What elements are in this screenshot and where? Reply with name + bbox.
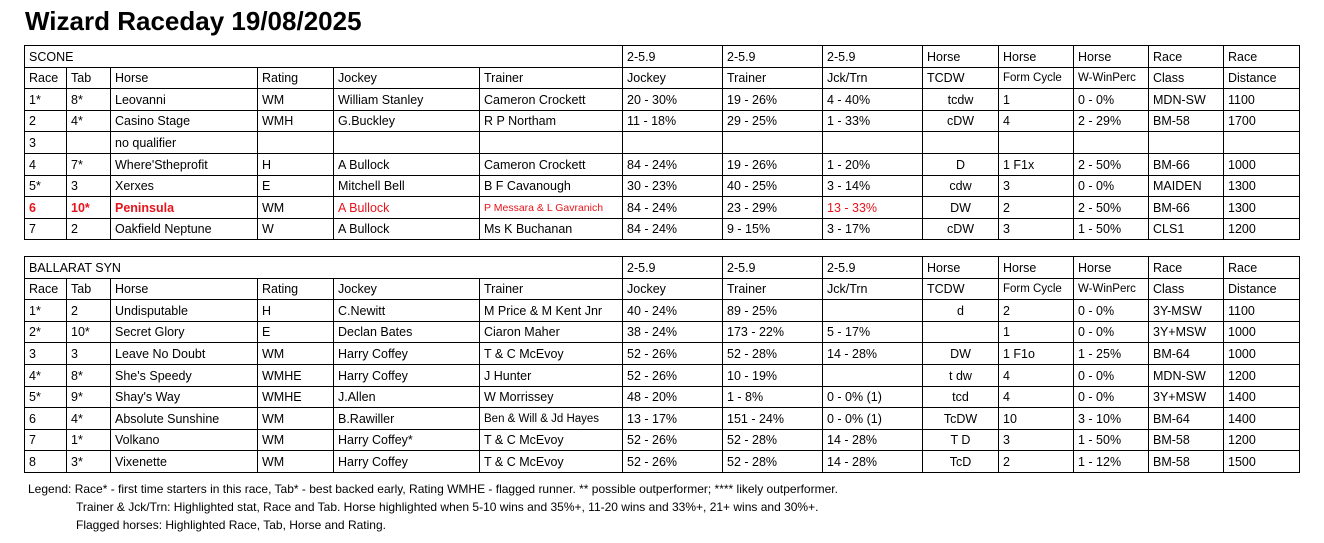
race-cell: 7 (25, 218, 67, 240)
table-row (25, 132, 1300, 154)
race-cell: 3 (25, 343, 67, 365)
rating-cell: E (258, 175, 334, 197)
jockey-stat-cell: 38 - 24% (623, 321, 723, 343)
form-cycle-cell: 1 F1o (999, 343, 1074, 365)
class-cell: BM-66 (1149, 153, 1224, 175)
horse-cell: Absolute Sunshine (111, 408, 258, 430)
form-cycle-cell (999, 132, 1074, 154)
venue-name: SCONE (25, 46, 623, 68)
trainer-stat-cell: 52 - 28% (723, 451, 823, 473)
distance-cell: 1000 (1224, 343, 1300, 365)
tcdw-cell: tcdw (923, 89, 999, 111)
trainer-cell: P Messara & L Gavranich (480, 197, 623, 219)
jck-trn-stat-cell (823, 300, 923, 322)
form-cycle-cell: 3 (999, 218, 1074, 240)
distance-cell: 1100 (1224, 89, 1300, 111)
class-cell: 3Y-MSW (1149, 300, 1224, 322)
jockey-stat-cell: 52 - 26% (623, 429, 723, 451)
jck-trn-stat-cell: 3 - 14% (823, 175, 923, 197)
form-cycle-cell: 10 (999, 408, 1074, 430)
group-header: Horse (923, 257, 999, 279)
jck-trn-stat-cell: 0 - 0% (1) (823, 386, 923, 408)
class-cell: MDN-SW (1149, 364, 1224, 386)
group-header: Horse (923, 46, 999, 68)
distance-cell: 1500 (1224, 451, 1300, 473)
column-header: Class (1149, 278, 1224, 300)
class-cell: MAIDEN (1149, 175, 1224, 197)
race-cell: 2* (25, 321, 67, 343)
tcdw-cell: DW (923, 343, 999, 365)
jockey-cell: Mitchell Bell (334, 175, 480, 197)
form-cycle-cell: 2 (999, 300, 1074, 322)
rating-cell: WM (258, 408, 334, 430)
w-winperc-cell: 0 - 0% (1074, 175, 1149, 197)
race-cell: 4* (25, 364, 67, 386)
w-winperc-cell: 1 - 25% (1074, 343, 1149, 365)
horse-cell: Secret Glory (111, 321, 258, 343)
column-header: Jck/Trn (823, 278, 923, 300)
trainer-stat-cell: 1 - 8% (723, 386, 823, 408)
table-row (25, 386, 1300, 408)
jockey-cell: C.Newitt (334, 300, 480, 322)
form-cycle-cell: 2 (999, 197, 1074, 219)
rating-cell: W (258, 218, 334, 240)
jockey-stat-cell (623, 132, 723, 154)
table-row (25, 89, 1300, 111)
rating-cell: WMHE (258, 364, 334, 386)
group-header: Horse (999, 257, 1074, 279)
race-cell: 7 (25, 429, 67, 451)
trainer-stat-cell: 89 - 25% (723, 300, 823, 322)
jockey-stat-cell: 11 - 18% (623, 110, 723, 132)
tcdw-cell: TcD (923, 451, 999, 473)
distance-cell: 1400 (1224, 408, 1300, 430)
trainer-cell: B F Cavanough (480, 175, 623, 197)
jockey-stat-cell: 84 - 24% (623, 153, 723, 175)
group-header: 2-5.9 (823, 46, 923, 68)
class-cell: BM-64 (1149, 408, 1224, 430)
race-cell: 1* (25, 300, 67, 322)
tcdw-cell (923, 321, 999, 343)
trainer-stat-cell: 173 - 22% (723, 321, 823, 343)
jockey-cell: A Bullock (334, 153, 480, 175)
distance-cell: 1300 (1224, 175, 1300, 197)
race-cell: 8 (25, 451, 67, 473)
trainer-cell: Ms K Buchanan (480, 218, 623, 240)
trainer-cell: Ciaron Maher (480, 321, 623, 343)
w-winperc-cell: 3 - 10% (1074, 408, 1149, 430)
distance-cell: 1200 (1224, 364, 1300, 386)
rating-cell: WM (258, 197, 334, 219)
distance-cell: 1000 (1224, 321, 1300, 343)
class-cell: BM-58 (1149, 429, 1224, 451)
jockey-cell (334, 132, 480, 154)
jockey-cell: Harry Coffey (334, 343, 480, 365)
tab-cell: 8* (67, 364, 111, 386)
tcdw-cell: cDW (923, 218, 999, 240)
legend-line: Legend: Race* - first time starters in this race, Tab* - best backed early, Rating WMHE - flagged runner. ** possible outperformer; **** likely outperformer. (28, 482, 838, 496)
form-cycle-cell: 1 F1x (999, 153, 1074, 175)
legend-line: Flagged horses: Highlighted Race, Tab, Horse and Rating. (76, 518, 386, 532)
jck-trn-stat-cell: 5 - 17% (823, 321, 923, 343)
table-row (25, 153, 1300, 175)
column-header: Jockey (334, 278, 480, 300)
rating-cell: WM (258, 343, 334, 365)
trainer-cell (480, 132, 623, 154)
table-row (25, 408, 1300, 430)
column-header: Tab (67, 67, 111, 89)
trainer-stat-cell: 52 - 28% (723, 429, 823, 451)
jockey-cell: William Stanley (334, 89, 480, 111)
legend (28, 480, 838, 534)
meeting-header-row (25, 46, 1300, 68)
tcdw-cell: T D (923, 429, 999, 451)
column-header: W-WinPerc (1074, 67, 1149, 89)
race-cell: 2 (25, 110, 67, 132)
class-cell (1149, 132, 1224, 154)
tcdw-cell: D (923, 153, 999, 175)
form-cycle-cell: 1 (999, 321, 1074, 343)
tab-cell: 10* (67, 321, 111, 343)
jck-trn-stat-cell: 1 - 20% (823, 153, 923, 175)
column-header: Trainer (480, 278, 623, 300)
form-cycle-cell: 2 (999, 451, 1074, 473)
jck-trn-stat-cell (823, 132, 923, 154)
distance-cell: 1200 (1224, 429, 1300, 451)
w-winperc-cell: 0 - 0% (1074, 89, 1149, 111)
trainer-cell: R P Northam (480, 110, 623, 132)
column-header: Race (25, 278, 67, 300)
tcdw-cell: d (923, 300, 999, 322)
trainer-cell: M Price & M Kent Jnr (480, 300, 623, 322)
horse-cell: Casino Stage (111, 110, 258, 132)
tcdw-cell: t dw (923, 364, 999, 386)
column-header-row (25, 67, 1300, 89)
table-row (25, 343, 1300, 365)
w-winperc-cell: 2 - 50% (1074, 197, 1149, 219)
class-cell: BM-58 (1149, 110, 1224, 132)
trainer-cell: T & C McEvoy (480, 343, 623, 365)
group-header: 2-5.9 (623, 257, 723, 279)
rating-cell (258, 132, 334, 154)
jck-trn-stat-cell: 13 - 33% (823, 197, 923, 219)
jck-trn-stat-cell: 14 - 28% (823, 343, 923, 365)
distance-cell: 1700 (1224, 110, 1300, 132)
trainer-cell: J Hunter (480, 364, 623, 386)
column-header: Trainer (480, 67, 623, 89)
group-header: Horse (1074, 257, 1149, 279)
jockey-cell: Harry Coffey (334, 364, 480, 386)
tab-cell: 8* (67, 89, 111, 111)
tab-cell: 10* (67, 197, 111, 219)
jockey-cell: Harry Coffey* (334, 429, 480, 451)
trainer-cell: T & C McEvoy (480, 429, 623, 451)
trainer-cell: T & C McEvoy (480, 451, 623, 473)
group-header: 2-5.9 (723, 46, 823, 68)
column-header: Horse (111, 278, 258, 300)
jockey-cell: J.Allen (334, 386, 480, 408)
jck-trn-stat-cell: 1 - 33% (823, 110, 923, 132)
tab-cell: 3* (67, 451, 111, 473)
rating-cell: H (258, 153, 334, 175)
rating-cell: H (258, 300, 334, 322)
race-cell: 6 (25, 197, 67, 219)
form-cycle-cell: 1 (999, 89, 1074, 111)
jockey-stat-cell: 84 - 24% (623, 197, 723, 219)
column-header: Distance (1224, 67, 1300, 89)
jockey-stat-cell: 52 - 26% (623, 451, 723, 473)
race-cell: 6 (25, 408, 67, 430)
trainer-stat-cell: 9 - 15% (723, 218, 823, 240)
class-cell: 3Y+MSW (1149, 386, 1224, 408)
legend-line: Trainer & Jck/Trn: Highlighted stat, Race and Tab. Horse highlighted when 5-10 wins and 35%+, 11-20 wins and 33%+, 21+ wins and 30%+. (76, 500, 819, 514)
horse-cell: Leave No Doubt (111, 343, 258, 365)
trainer-stat-cell: 29 - 25% (723, 110, 823, 132)
jck-trn-stat-cell: 14 - 28% (823, 451, 923, 473)
trainer-stat-cell: 10 - 19% (723, 364, 823, 386)
w-winperc-cell: 2 - 29% (1074, 110, 1149, 132)
form-cycle-cell: 4 (999, 364, 1074, 386)
column-header: Jck/Trn (823, 67, 923, 89)
column-header: Distance (1224, 278, 1300, 300)
distance-cell: 1100 (1224, 300, 1300, 322)
rating-cell: WMHE (258, 386, 334, 408)
column-header: Form Cycle (999, 67, 1074, 89)
form-cycle-cell: 3 (999, 175, 1074, 197)
table-row (25, 110, 1300, 132)
jockey-stat-cell: 52 - 26% (623, 343, 723, 365)
column-header: W-WinPerc (1074, 278, 1149, 300)
w-winperc-cell: 0 - 0% (1074, 386, 1149, 408)
horse-cell: Shay's Way (111, 386, 258, 408)
meeting-table-scone (24, 45, 1300, 240)
form-cycle-cell: 4 (999, 386, 1074, 408)
table-row (25, 364, 1300, 386)
horse-cell: Xerxes (111, 175, 258, 197)
table-row (25, 218, 1300, 240)
tab-cell: 2 (67, 218, 111, 240)
column-header: Horse (111, 67, 258, 89)
column-header: Class (1149, 67, 1224, 89)
distance-cell (1224, 132, 1300, 154)
trainer-stat-cell (723, 132, 823, 154)
trainer-cell: Cameron Crockett (480, 89, 623, 111)
jockey-stat-cell: 20 - 30% (623, 89, 723, 111)
race-cell: 1* (25, 89, 67, 111)
tcdw-cell: cDW (923, 110, 999, 132)
tcdw-cell: tcd (923, 386, 999, 408)
trainer-cell: Cameron Crockett (480, 153, 623, 175)
race-cell: 3 (25, 132, 67, 154)
horse-cell: Where'Stheprofit (111, 153, 258, 175)
group-header: Race (1224, 46, 1300, 68)
horse-cell: Undisputable (111, 300, 258, 322)
tab-cell: 7* (67, 153, 111, 175)
jockey-cell: A Bullock (334, 218, 480, 240)
w-winperc-cell: 1 - 50% (1074, 429, 1149, 451)
jck-trn-stat-cell: 4 - 40% (823, 89, 923, 111)
column-header: Jockey (623, 67, 723, 89)
tab-cell: 3 (67, 175, 111, 197)
class-cell: BM-66 (1149, 197, 1224, 219)
column-header: Trainer (723, 278, 823, 300)
table-row (25, 429, 1300, 451)
jockey-stat-cell: 52 - 26% (623, 364, 723, 386)
column-header: Trainer (723, 67, 823, 89)
jck-trn-stat-cell (823, 364, 923, 386)
distance-cell: 1000 (1224, 153, 1300, 175)
group-header: Horse (1074, 46, 1149, 68)
class-cell: MDN-SW (1149, 89, 1224, 111)
race-cell: 4 (25, 153, 67, 175)
meeting-table-ballarat (24, 256, 1300, 473)
venue-name: BALLARAT SYN (25, 257, 623, 279)
tcdw-cell: DW (923, 197, 999, 219)
tab-cell: 2 (67, 300, 111, 322)
column-header: Rating (258, 67, 334, 89)
meeting-header-row (25, 257, 1300, 279)
column-header: TCDW (923, 67, 999, 89)
jockey-cell: Declan Bates (334, 321, 480, 343)
group-header: Race (1149, 257, 1224, 279)
trainer-cell: W Morrissey (480, 386, 623, 408)
jck-trn-stat-cell: 14 - 28% (823, 429, 923, 451)
jck-trn-stat-cell: 0 - 0% (1) (823, 408, 923, 430)
w-winperc-cell (1074, 132, 1149, 154)
tcdw-cell: cdw (923, 175, 999, 197)
class-cell: BM-64 (1149, 343, 1224, 365)
tcdw-cell: TcDW (923, 408, 999, 430)
horse-cell: no qualifier (111, 132, 258, 154)
group-header: Horse (999, 46, 1074, 68)
tab-cell (67, 132, 111, 154)
distance-cell: 1300 (1224, 197, 1300, 219)
trainer-cell: Ben & Will & Jd Hayes (480, 408, 623, 430)
w-winperc-cell: 0 - 0% (1074, 321, 1149, 343)
trainer-stat-cell: 19 - 26% (723, 153, 823, 175)
race-cell: 5* (25, 175, 67, 197)
column-header: Tab (67, 278, 111, 300)
jockey-cell: A Bullock (334, 197, 480, 219)
table-row (25, 175, 1300, 197)
w-winperc-cell: 0 - 0% (1074, 300, 1149, 322)
table-row (25, 451, 1300, 473)
tab-cell: 4* (67, 110, 111, 132)
jockey-stat-cell: 40 - 24% (623, 300, 723, 322)
table-row (25, 321, 1300, 343)
class-cell: BM-58 (1149, 451, 1224, 473)
group-header: Race (1149, 46, 1224, 68)
jockey-stat-cell: 30 - 23% (623, 175, 723, 197)
group-header: 2-5.9 (623, 46, 723, 68)
w-winperc-cell: 2 - 50% (1074, 153, 1149, 175)
w-winperc-cell: 1 - 50% (1074, 218, 1149, 240)
jockey-cell: Harry Coffey (334, 451, 480, 473)
trainer-stat-cell: 52 - 28% (723, 343, 823, 365)
tab-cell: 3 (67, 343, 111, 365)
rating-cell: WM (258, 89, 334, 111)
page-title: Wizard Raceday 19/08/2025 (25, 6, 362, 36)
trainer-stat-cell: 151 - 24% (723, 408, 823, 430)
race-cell: 5* (25, 386, 67, 408)
distance-cell: 1200 (1224, 218, 1300, 240)
trainer-stat-cell: 40 - 25% (723, 175, 823, 197)
column-header-row (25, 278, 1300, 300)
trainer-stat-cell: 23 - 29% (723, 197, 823, 219)
w-winperc-cell: 0 - 0% (1074, 364, 1149, 386)
tcdw-cell (923, 132, 999, 154)
horse-cell: Vixenette (111, 451, 258, 473)
jockey-stat-cell: 13 - 17% (623, 408, 723, 430)
table-row-highlighted (25, 197, 1300, 219)
class-cell: CLS1 (1149, 218, 1224, 240)
trainer-stat-cell: 19 - 26% (723, 89, 823, 111)
distance-cell: 1400 (1224, 386, 1300, 408)
horse-cell: Peninsula (111, 197, 258, 219)
class-cell: 3Y+MSW (1149, 321, 1224, 343)
jockey-stat-cell: 84 - 24% (623, 218, 723, 240)
column-header: TCDW (923, 278, 999, 300)
table-row (25, 300, 1300, 322)
jockey-stat-cell: 48 - 20% (623, 386, 723, 408)
horse-cell: She's Speedy (111, 364, 258, 386)
rating-cell: WMH (258, 110, 334, 132)
column-header: Jockey (623, 278, 723, 300)
tab-cell: 1* (67, 429, 111, 451)
jockey-cell: B.Rawiller (334, 408, 480, 430)
column-header: Race (25, 67, 67, 89)
group-header: 2-5.9 (823, 257, 923, 279)
jockey-cell: G.Buckley (334, 110, 480, 132)
horse-cell: Oakfield Neptune (111, 218, 258, 240)
rating-cell: WM (258, 429, 334, 451)
group-header: 2-5.9 (723, 257, 823, 279)
horse-cell: Leovanni (111, 89, 258, 111)
column-header: Jockey (334, 67, 480, 89)
form-cycle-cell: 4 (999, 110, 1074, 132)
tab-cell: 9* (67, 386, 111, 408)
column-header: Form Cycle (999, 278, 1074, 300)
rating-cell: WM (258, 451, 334, 473)
w-winperc-cell: 1 - 12% (1074, 451, 1149, 473)
jck-trn-stat-cell: 3 - 17% (823, 218, 923, 240)
group-header: Race (1224, 257, 1300, 279)
form-cycle-cell: 3 (999, 429, 1074, 451)
rating-cell: E (258, 321, 334, 343)
tab-cell: 4* (67, 408, 111, 430)
column-header: Rating (258, 278, 334, 300)
horse-cell: Volkano (111, 429, 258, 451)
